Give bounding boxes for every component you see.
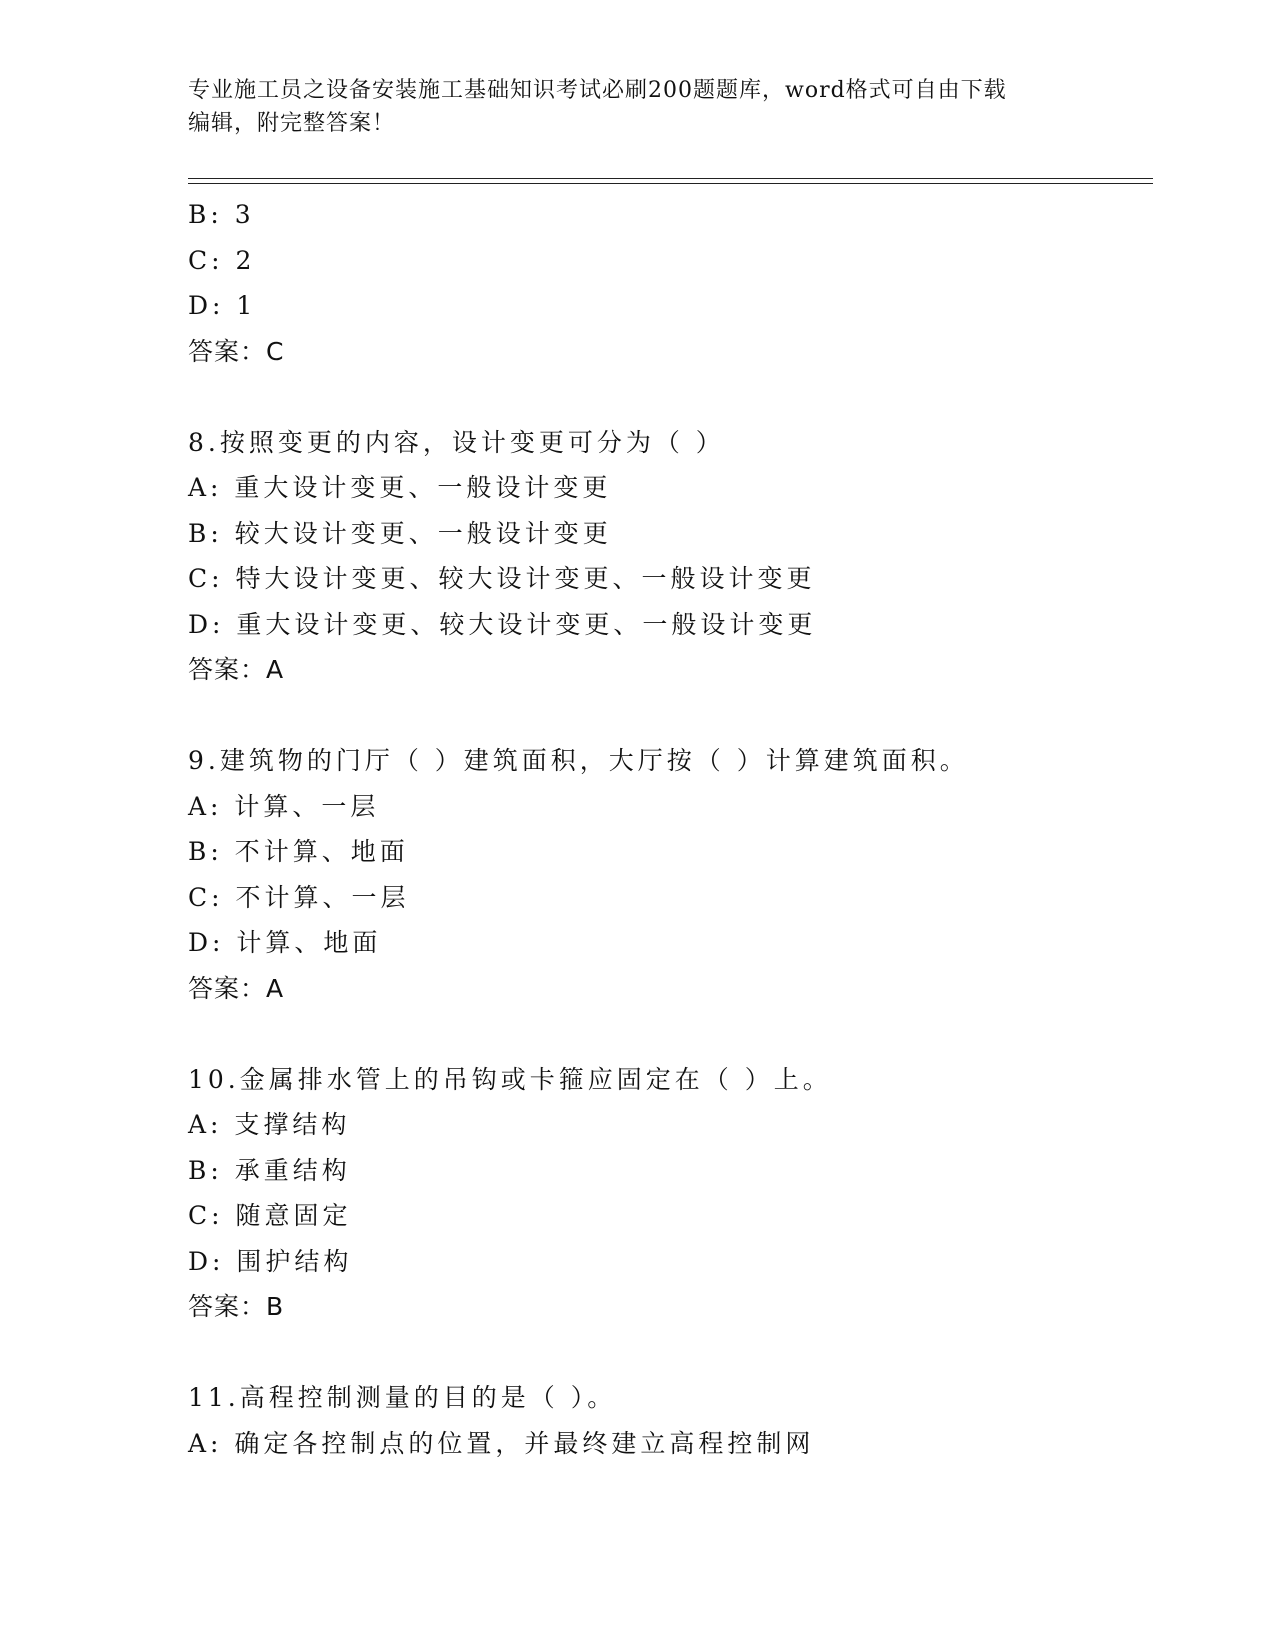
question-block-7: [188, 192, 1148, 374]
option-b: B: 承重结构: [188, 1155, 351, 1185]
question-block-10: [188, 1057, 1148, 1330]
question-text: 10.金属排水管上的吊钩或卡箍应固定在（ ）上。: [188, 1064, 832, 1094]
option-b: B: 较大设计变更、一般设计变更: [188, 518, 612, 548]
option-a: A: 重大设计变更、一般设计变更: [188, 473, 612, 502]
option-c: C: 随意固定: [188, 1201, 352, 1230]
question-block-9: [188, 738, 1148, 1011]
question-block-8: [188, 420, 1148, 693]
option-a: A: 确定各控制点的位置，并最终建立高程控制网: [188, 1428, 815, 1458]
option-d: D: 重大设计变更、较大设计变更、一般设计变更: [188, 609, 817, 639]
spacer: [188, 1330, 1148, 1376]
spacer: [188, 374, 1148, 420]
question-text: 11.高程控制测量的目的是（ ）。: [188, 1383, 617, 1412]
answer-label: 答案：B: [188, 1292, 285, 1321]
answer-label: 答案：A: [188, 655, 285, 684]
answer-label: 答案：C: [188, 336, 285, 366]
question-block-11: [188, 1375, 1148, 1466]
option-a: A: 计算、一层: [188, 791, 380, 821]
option-c: C: 2: [188, 245, 256, 275]
option-c: C: 特大设计变更、较大设计变更、一般设计变更: [188, 564, 816, 593]
option-b: B: 不计算、地面: [188, 837, 409, 866]
option-c: C: 不计算、一层: [188, 882, 410, 912]
answer-label: 答案：A: [188, 973, 285, 1003]
spacer: [188, 1011, 1148, 1057]
question-list: [188, 192, 1148, 1466]
option-d: D: 计算、地面: [188, 928, 382, 957]
option-d: D: 围护结构: [188, 1246, 353, 1276]
option-d: D: 1: [188, 291, 257, 320]
header-divider-bottom: [188, 183, 1153, 184]
document-header: [188, 74, 1088, 140]
header-line-1: 专业施工员之设备安装施工基础知识考试必刷200题题库，word格式可自由下载: [188, 78, 1007, 103]
header-line-2: 编辑，附完整答案！: [188, 111, 396, 136]
option-a: A: 支撑结构: [188, 1110, 351, 1139]
header-divider-top: [188, 178, 1153, 179]
question-text: 9.建筑物的门厅（ ）建筑面积，大厅按（ ）计算建筑面积。: [188, 746, 969, 775]
question-text: 8.按照变更的内容，设计变更可分为（ ）: [188, 427, 725, 457]
spacer: [188, 693, 1148, 739]
option-b: B: 3: [188, 200, 255, 229]
